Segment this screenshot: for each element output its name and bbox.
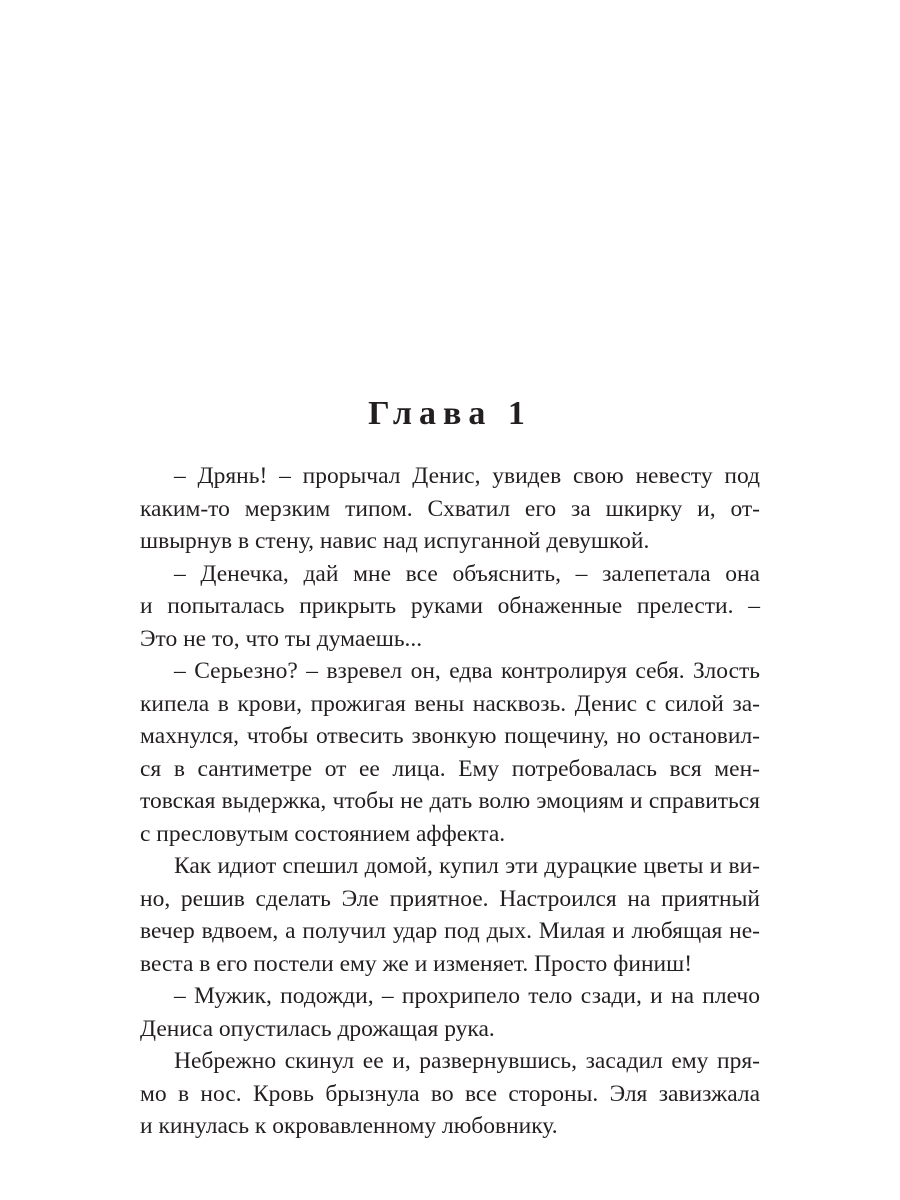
text-line: мо в нос. Кровь брызнула во все стороны. Эля завизжала [140, 1080, 760, 1107]
text-line: товская выдержка, чтобы не дать волю эмоциям и справиться [140, 788, 760, 814]
text-line: – Мужик, подожди, – прохрипело тело сзади, и на плечо [174, 983, 760, 1009]
text-line: кипела в крови, прожигая вены насквозь. Денис с силой за- [140, 690, 760, 717]
text-line: Как идиот спешил домой, купил эти дурацкие цветы и ви- [174, 853, 760, 879]
text-line: с пресловутым состоянием аффекта. [140, 820, 506, 847]
text-line: махнулся, чтобы отвесить звонкую пощечину, но остановил- [140, 723, 760, 749]
text-line: – Дрянь! – прорычал Денис, увидев свою невесту под [174, 463, 760, 489]
text-line: ся в сантиметре от ее лица. Ему потребовалась вся мен- [140, 755, 760, 782]
text-line: Небрежно скинул ее и, развернувшись, засадил ему пря- [174, 1048, 760, 1074]
text-line: каким-то мерзким типом. Схватил его за шкирку и, от- [140, 495, 760, 522]
chapter-text [140, 460, 760, 1143]
text-line: но, решив сделать Эле приятное. Настроился на приятный [140, 885, 760, 912]
text-line: вечер вдвоем, а получил удар под дых. Милая и любящая не- [140, 918, 760, 944]
text-line: – Серьезно? – взревел он, едва контролируя себя. Злость [174, 658, 760, 684]
text-line: швырнув в стену, навис над испуганной девушкой. [140, 528, 650, 554]
text-line: Дениса опустилась дрожащая рука. [140, 1015, 495, 1042]
text-line: веста в его постели ему же и изменяет. Просто финиш! [140, 950, 693, 977]
text-line: Это не то, что ты думаешь... [140, 625, 423, 652]
text-line: и попыталась прикрыть руками обнаженные прелести. – [140, 593, 760, 619]
chapter-title: Глава 1 [368, 395, 532, 432]
text-line: – Денечка, дай мне все объяснить, – залепетала она [174, 560, 760, 587]
text-line: и кинулась к окровавленному любовнику. [140, 1113, 558, 1139]
